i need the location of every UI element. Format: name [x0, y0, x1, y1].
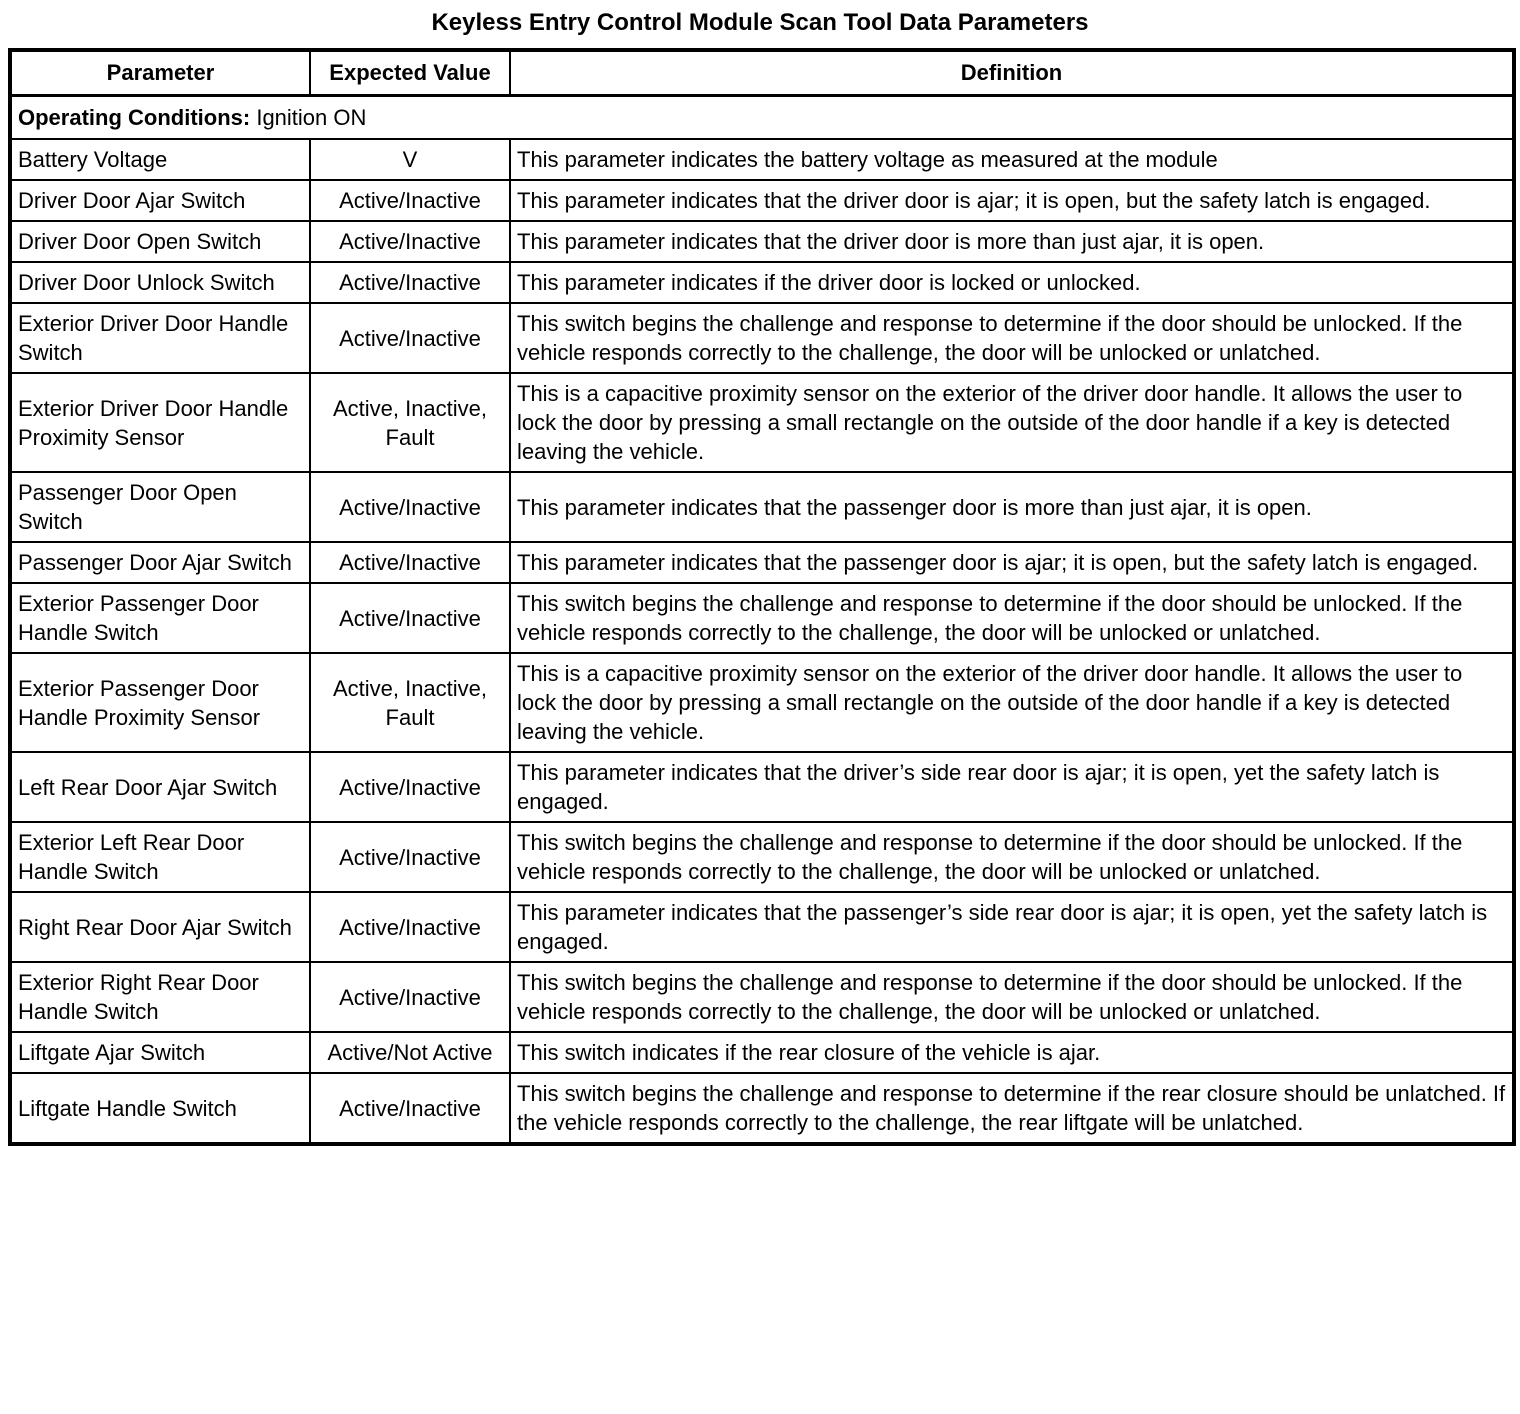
parameter-cell: Exterior Driver Door Handle Proximity Sensor [10, 373, 310, 472]
operating-conditions-row [10, 96, 1514, 140]
parameter-cell: Exterior Right Rear Door Handle Switch [10, 962, 310, 1032]
expected-value-cell: Active/Inactive [310, 180, 510, 221]
table-row [10, 752, 1514, 822]
operating-conditions-label: Operating Conditions: [18, 105, 251, 130]
expected-value-cell: Active, Inactive, Fault [310, 373, 510, 472]
parameter-cell: Passenger Door Open Switch [10, 472, 310, 542]
expected-value-cell: Active/Inactive [310, 542, 510, 583]
table-row [10, 962, 1514, 1032]
operating-conditions-value: Ignition ON [256, 105, 367, 130]
parameter-cell: Exterior Driver Door Handle Switch [10, 303, 310, 373]
definition-cell: This parameter indicates that the passenger door is more than just ajar, it is open. [510, 472, 1514, 542]
table-row [10, 542, 1514, 583]
table-row [10, 139, 1514, 180]
col-header-definition: Definition [510, 50, 1514, 96]
definition-cell: This is a capacitive proximity sensor on the exterior of the driver door handle. It allows the user to lock the door by pressing a small rectangle on the outside of the door handle if a key is detected leaving the vehicle. [510, 653, 1514, 752]
table-row [10, 822, 1514, 892]
parameter-cell: Driver Door Ajar Switch [10, 180, 310, 221]
definition-cell: This parameter indicates if the driver door is locked or unlocked. [510, 262, 1514, 303]
parameter-cell: Liftgate Handle Switch [10, 1073, 310, 1144]
parameter-cell: Driver Door Unlock Switch [10, 262, 310, 303]
expected-value-cell: Active/Inactive [310, 472, 510, 542]
parameter-cell: Exterior Passenger Door Handle Switch [10, 583, 310, 653]
table-row [10, 892, 1514, 962]
parameter-cell: Passenger Door Ajar Switch [10, 542, 310, 583]
expected-value-cell: Active/Inactive [310, 1073, 510, 1144]
table-row [10, 373, 1514, 472]
table-row [10, 653, 1514, 752]
parameter-cell: Exterior Left Rear Door Handle Switch [10, 822, 310, 892]
definition-cell: This switch begins the challenge and response to determine if the rear closure should be unlatched. If the vehicle responds correctly to the challenge, the rear liftgate will be unlatched. [510, 1073, 1514, 1144]
definition-cell: This parameter indicates that the passenger door is ajar; it is open, but the safety latch is engaged. [510, 542, 1514, 583]
parameter-cell: Left Rear Door Ajar Switch [10, 752, 310, 822]
definition-cell: This parameter indicates the battery voltage as measured at the module [510, 139, 1514, 180]
table-row [10, 1032, 1514, 1073]
expected-value-cell: Active, Inactive, Fault [310, 653, 510, 752]
table-row [10, 262, 1514, 303]
table-header-row [10, 50, 1514, 96]
expected-value-cell: Active/Inactive [310, 221, 510, 262]
expected-value-cell: Active/Inactive [310, 892, 510, 962]
operating-conditions-cell [10, 96, 1514, 140]
parameter-cell: Driver Door Open Switch [10, 221, 310, 262]
definition-cell: This parameter indicates that the driver door is ajar; it is open, but the safety latch is engaged. [510, 180, 1514, 221]
expected-value-cell: Active/Inactive [310, 822, 510, 892]
expected-value-cell: Active/Inactive [310, 583, 510, 653]
definition-cell: This switch begins the challenge and response to determine if the door should be unlocked. If the vehicle responds correctly to the challenge, the door will be unlocked or unlatched. [510, 583, 1514, 653]
expected-value-cell: Active/Not Active [310, 1032, 510, 1073]
expected-value-cell: Active/Inactive [310, 262, 510, 303]
table-row [10, 303, 1514, 373]
expected-value-cell: Active/Inactive [310, 962, 510, 1032]
definition-cell: This switch begins the challenge and response to determine if the door should be unlocked. If the vehicle responds correctly to the challenge, the door will be unlocked or unlatched. [510, 962, 1514, 1032]
table-row [10, 583, 1514, 653]
parameters-table [8, 48, 1516, 1146]
table-row [10, 180, 1514, 221]
parameter-cell: Exterior Passenger Door Handle Proximity Sensor [10, 653, 310, 752]
definition-cell: This switch begins the challenge and response to determine if the door should be unlocked. If the vehicle responds correctly to the challenge, the door will be unlocked or unlatched. [510, 822, 1514, 892]
table-row [10, 472, 1514, 542]
expected-value-cell: V [310, 139, 510, 180]
expected-value-cell: Active/Inactive [310, 303, 510, 373]
parameter-cell: Battery Voltage [10, 139, 310, 180]
table-row [10, 221, 1514, 262]
table-row [10, 1073, 1514, 1144]
expected-value-cell: Active/Inactive [310, 752, 510, 822]
col-header-parameter: Parameter [10, 50, 310, 96]
definition-cell: This switch indicates if the rear closure of the vehicle is ajar. [510, 1032, 1514, 1073]
definition-cell: This is a capacitive proximity sensor on the exterior of the driver door handle. It allows the user to lock the door by pressing a small rectangle on the outside of the door handle if a key is detected leaving the vehicle. [510, 373, 1514, 472]
definition-cell: This parameter indicates that the passenger’s side rear door is ajar; it is open, yet the safety latch is engaged. [510, 892, 1514, 962]
definition-cell: This parameter indicates that the driver door is more than just ajar, it is open. [510, 221, 1514, 262]
definition-cell: This parameter indicates that the driver’s side rear door is ajar; it is open, yet the safety latch is engaged. [510, 752, 1514, 822]
page-title: Keyless Entry Control Module Scan Tool Data Parameters [431, 9, 1089, 36]
definition-cell: This switch begins the challenge and response to determine if the door should be unlocked. If the vehicle responds correctly to the challenge, the door will be unlocked or unlatched. [510, 303, 1514, 373]
parameter-cell: Liftgate Ajar Switch [10, 1032, 310, 1073]
col-header-expected-value: Expected Value [310, 50, 510, 96]
parameter-cell: Right Rear Door Ajar Switch [10, 892, 310, 962]
